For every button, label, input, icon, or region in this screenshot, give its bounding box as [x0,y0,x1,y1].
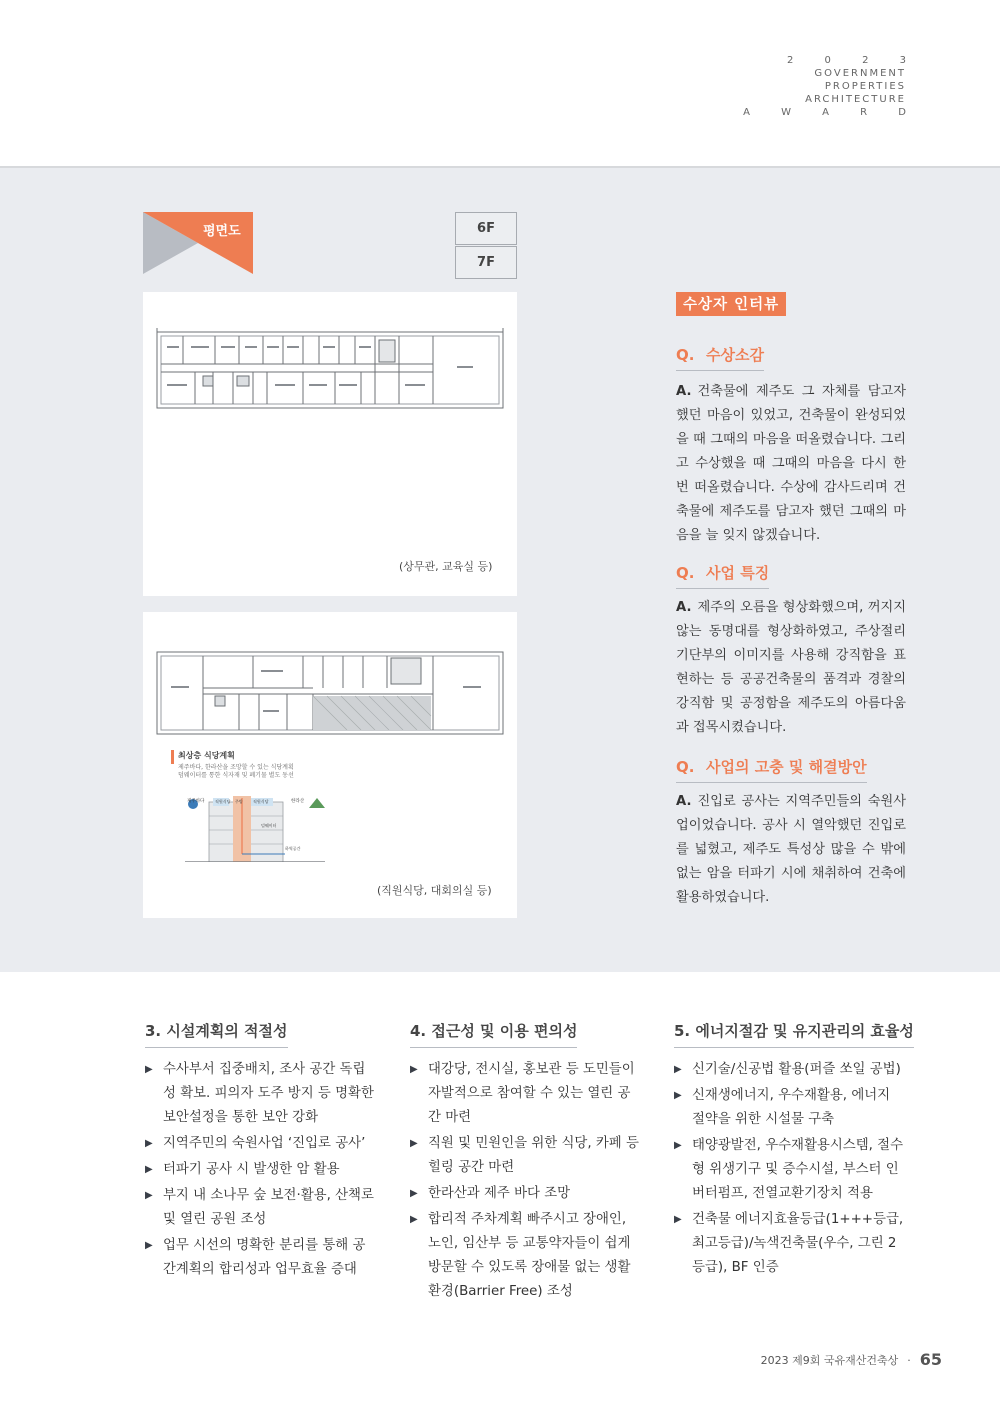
list-item: ▶ 지역주민의 숙원사업 ‘진입로 공사’ [145,1132,377,1156]
list-item: ▶ 수사부서 집중배치, 조사 공간 독립성 확보. 피의자 도주 방지 등 명확한 보안설정을 통한 보안 강화 [145,1058,377,1130]
diagram-label-left: 제주바다 [187,799,205,804]
diagram-subtitle-2: 덤웨이터를 통한 식자재 및 폐기물 별도 동선 [178,772,294,779]
question-3-text: 사업의 고충 및 해결방안 [706,758,867,776]
list-item: ▶ 신기술/신공법 활용(퍼즐 쏘일 공법) [674,1058,906,1082]
list-item: ▶ 건축물 에너지효율등급(1+++등급, 최고등급)/녹색건축물(우수, 그린 2등급), BF 인증 [674,1208,906,1280]
diagram-label-mid3: 직원식당 [253,799,269,804]
diagram-label-mid1: 직원식당 [215,799,231,804]
section-5-title: 5. 에너지절감 및 유지관리의 효율성 [674,1020,914,1048]
list-item: ▶ 업무 시선의 명확한 분리를 통해 공간계획의 합리성과 업무효율 증대 [145,1234,377,1282]
floor-plan-card-6f [143,292,517,596]
answer-3-label: A. [676,794,692,809]
question-3 [676,756,867,783]
section-3-title: 3. 시설계획의 적절성 [145,1020,288,1048]
brand-line-2: PROPERTIES [824,81,906,92]
question-3-label: Q. [676,758,695,776]
question-1 [676,344,764,371]
diagram-label-bottom: 하역공간 [285,846,301,851]
brand-line-3: ARCHITECTURE [805,94,906,105]
brand-line-1: GOVERNMENT [814,68,906,79]
floor-plan-7f-caption: (직원식당, 대회의실 등) [377,884,492,897]
diagram-label-right: 한라산 [291,799,305,804]
section-4-list [410,1058,642,1306]
answer-1 [676,380,906,548]
answer-2-label: A. [676,600,692,615]
brand-line-award: A W A R D [743,107,920,118]
question-2-label: Q. [676,564,695,582]
interview-title: 수상자 인터뷰 [676,292,786,316]
list-item: ▶ 대강당, 전시실, 홍보관 등 도민들이 자발적으로 참여할 수 있는 열린 공간 마련 [410,1058,642,1130]
page-footer [761,1350,942,1369]
diagram-subtitle-1: 제주바다, 한라산을 조망할 수 있는 식당계획 [178,764,294,771]
list-item: ▶ 태양광발전, 우수재활용시스템, 절수형 위생기구 및 증수시설, 부스터 인버터펌프, 전열교환기장치 적용 [674,1134,906,1206]
floor-plan-tab-label: 평면도 [203,224,241,239]
answer-3-text: 진입로 공사는 지역주민들의 숙원사업이었습니다. 공사 시 열악했던 진입로를 넓혔고, 제주도 특성상 많을 수 밖에 없는 암을 터파기 시에 채취하여 건축에 활용하였습니다. [676,794,906,905]
floor-plan-6f-drawing [143,322,517,462]
award-brand [743,54,920,119]
list-item: ▶ 한라산과 제주 바다 조망 [410,1182,642,1206]
question-1-label: Q. [676,346,695,364]
diagram-accent-bar [171,750,174,764]
diagram-label-dumbwaiter: 덤웨이터 [261,823,277,828]
list-item: ▶ 합리적 주차계획 빠주시고 장애인, 노인, 임산부 등 교통약자들이 쉽게 방문할 수 있도록 장애물 없는 생활환경(Barrier Free) 조성 [410,1208,642,1304]
list-item: ▶ 직원 및 민원인을 위한 식당, 카페 등 힐링 공간 마련 [410,1132,642,1180]
floor-7f-button[interactable]: 7F [455,246,517,279]
list-item: ▶ 터파기 공사 시 발생한 암 활용 [145,1158,377,1182]
floor-plan-7f-drawing [143,644,517,764]
question-2 [676,562,769,589]
question-2-text: 사업 특징 [706,564,770,582]
brand-line-year: 2 0 2 3 [787,55,920,66]
section-3-list [145,1058,377,1284]
answer-1-label: A. [676,384,692,399]
answer-2-text: 제주의 오름을 형상화했으며, 꺼지지 않는 동명대를 형상화하였고, 주상절리 기단부의 이미지를 사용해 강직함을 표현하는 등 공공건축물의 품격과 경찰의 강직함 및 공정함을 제주도의 아름다움과 접목시켰습니다. [676,600,906,735]
floor-6f-button[interactable]: 6F [455,212,517,245]
question-1-text: 수상소감 [706,346,764,364]
section-4-title: 4. 접근성 및 이용 편의성 [410,1020,577,1048]
floor-plan-card-7f [143,612,517,918]
list-item: ▶ 부지 내 소나무 숲 보전·활용, 산책로 및 열린 공원 조성 [145,1184,377,1232]
diagram-title: 최상층 식당계획 [178,751,235,760]
answer-3 [676,790,906,910]
footer-publication: 2023 제9회 국유재산건축상 [760,1354,899,1367]
answer-2 [676,596,906,740]
answer-1-text: 건축물에 제주도 그 자체를 담고자 했던 마음이 있었고, 건축물이 완성되었을 때 그때의 마음을 떠올렸습니다. 그리고 수상했을 때 그때의 마음을 다시 한 번 떠올렸습니다. 수상에 감사드리며 건축물에 제주도를 담고자 했던 그때의 마음을 늘 잊지 않겠습니다. [676,384,906,543]
page-number: 65 [919,1350,942,1369]
list-item: ▶ 신재생에너지, 우수재활용, 에너지 절약을 위한 시설물 구축 [674,1084,906,1132]
diagram-label-mid2: 주방 [235,799,243,804]
floor-plan-6f-caption: (상무관, 교육실 등) [399,560,493,573]
footer-dot: · [907,1354,911,1367]
section-5-list [674,1058,906,1282]
